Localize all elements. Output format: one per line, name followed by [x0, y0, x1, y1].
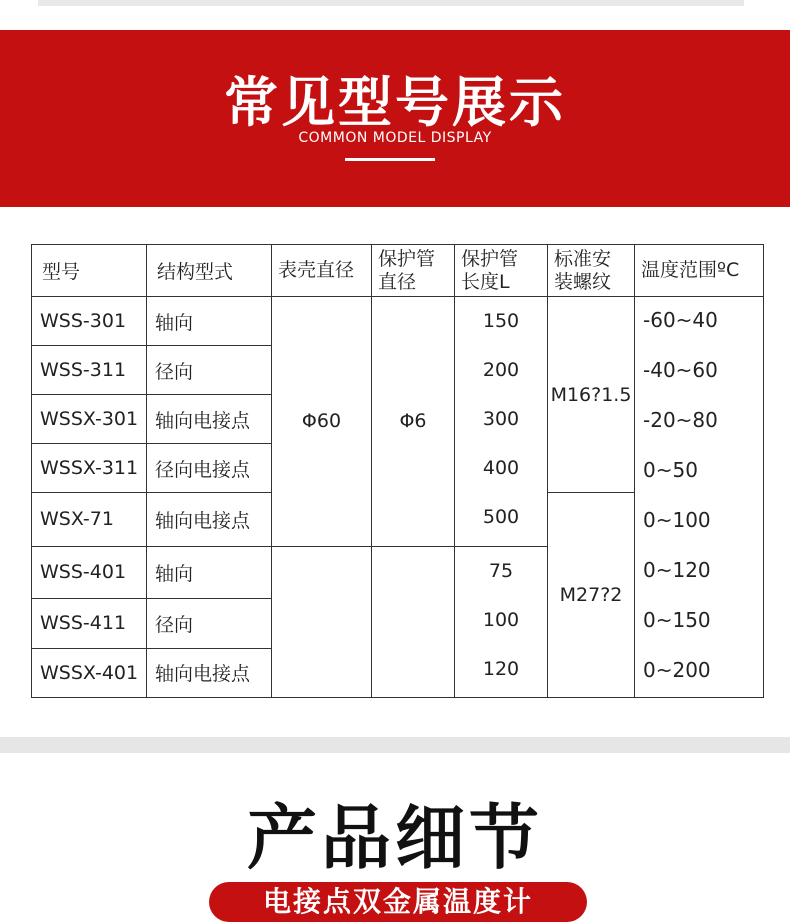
- details-pill: [209, 882, 587, 922]
- model-cell: WSS-401: [32, 546, 147, 599]
- tube-length-group2: [455, 546, 548, 698]
- case-diameter-cell: Φ60: [272, 297, 372, 547]
- header-tube-length: [455, 245, 548, 297]
- structure-cell: 径向: [147, 346, 272, 395]
- structure-cell: 轴向: [147, 297, 272, 346]
- length-value: 100: [482, 608, 520, 631]
- header-thread: [548, 245, 635, 297]
- section-divider: [0, 737, 790, 753]
- tube-length-group1: [455, 297, 548, 547]
- structure-cell: 轴向电接点: [147, 648, 272, 697]
- length-value: 120: [482, 657, 520, 680]
- temp-value: 0~200: [643, 658, 711, 682]
- header-structure: 结构型式: [147, 245, 272, 297]
- model-cell: WSSX-311: [32, 444, 147, 493]
- header-tube-diameter: [372, 245, 455, 297]
- header-tube-diameter-line2: 直径: [378, 270, 417, 293]
- header-thread-line1: 标准安: [554, 247, 612, 270]
- model-cell: WSS-311: [32, 346, 147, 395]
- header-thread-line2: 装螺纹: [554, 270, 612, 293]
- length-value: 75: [488, 559, 514, 582]
- temp-value: -40~60: [643, 358, 718, 382]
- case-diameter-empty: [272, 546, 372, 698]
- temp-range-column: [635, 297, 764, 698]
- table-header-row: [32, 245, 764, 297]
- temp-value: -20~80: [643, 408, 718, 432]
- tube-diameter-cell: Φ6: [372, 297, 455, 547]
- table-row: [32, 297, 764, 346]
- header-temp-range: 温度范围ºC: [635, 245, 764, 297]
- section-banner: [0, 30, 790, 207]
- model-cell: WSSX-401: [32, 648, 147, 697]
- structure-cell: 轴向: [147, 546, 272, 599]
- temp-value: 0~150: [643, 608, 711, 632]
- model-cell: WSS-411: [32, 599, 147, 648]
- structure-cell: 径向电接点: [147, 444, 272, 493]
- length-value: 150: [482, 310, 520, 332]
- tube-diameter-empty: [372, 546, 455, 698]
- top-strip: [0, 0, 790, 30]
- details-title: 产品细节: [247, 797, 543, 879]
- section-title: 常见型号展示: [224, 71, 566, 134]
- header-case-diameter: 表壳直径: [272, 245, 372, 297]
- structure-cell: 径向: [147, 599, 272, 648]
- length-value: 200: [482, 359, 520, 381]
- length-value: 400: [482, 457, 520, 479]
- header-tube-length-line1: 保护管: [461, 247, 519, 270]
- thread-group2-cell: M27?2: [548, 493, 635, 698]
- header-model: 型号: [32, 245, 147, 297]
- top-divider: [38, 0, 744, 6]
- title-underline: [345, 158, 435, 161]
- length-value: 300: [482, 408, 520, 430]
- model-cell: WSS-301: [32, 297, 147, 346]
- structure-cell: 轴向电接点: [147, 493, 272, 547]
- temp-value: 0~100: [643, 508, 711, 532]
- header-tube-length-line2: 长度L: [461, 270, 510, 293]
- temp-value: 0~50: [643, 458, 698, 482]
- length-value: 500: [482, 506, 520, 528]
- details-pill-text: 电接点双金属温度计: [262, 885, 533, 918]
- temp-value: 0~120: [643, 558, 711, 582]
- model-table: [31, 244, 764, 698]
- structure-cell: 轴向电接点: [147, 395, 272, 444]
- header-tube-diameter-line1: 保护管: [378, 247, 436, 270]
- section-subtitle: COMMON MODEL DISPLAY: [298, 130, 492, 146]
- temp-value: -60~40: [643, 308, 718, 332]
- thread-group1-cell: M16?1.5: [548, 297, 635, 493]
- model-cell: WSSX-301: [32, 395, 147, 444]
- model-cell: WSX-71: [32, 493, 147, 547]
